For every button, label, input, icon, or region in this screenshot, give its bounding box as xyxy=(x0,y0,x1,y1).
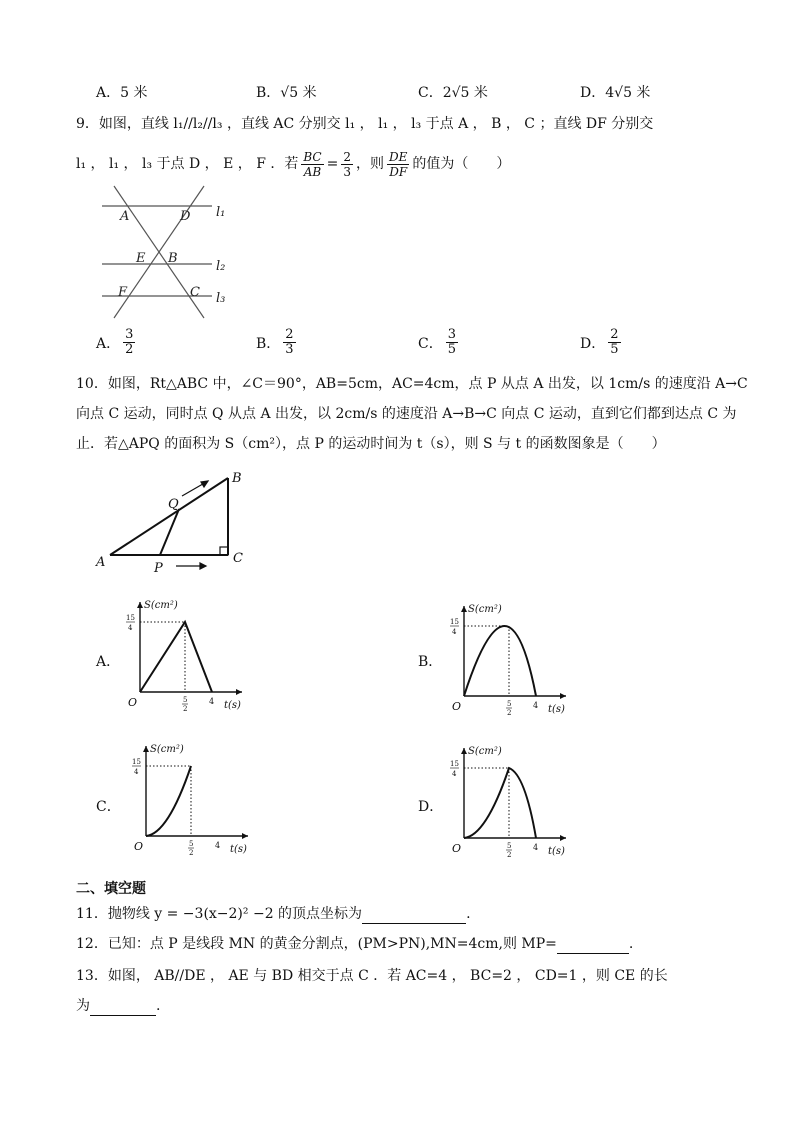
q10-option-a-label: A． xyxy=(96,654,121,670)
x-tick-4: 4 xyxy=(215,841,221,850)
q12-answer-blank[interactable] xyxy=(557,953,629,954)
t-axis-label: t(s) xyxy=(230,844,247,855)
label-l1: l₁ xyxy=(216,205,226,220)
y-tick-num: 15 xyxy=(450,618,459,626)
s-t-curve xyxy=(140,622,212,692)
q10-option-c-label: C． xyxy=(96,799,121,815)
y-tick-den: 4 xyxy=(134,768,139,776)
label-c: C xyxy=(233,551,243,566)
q9-option-d: D． $\frac{2}{5}$ xyxy=(580,327,619,357)
q11: 11．抛物线 y = −3(x−2)² −2 的顶点坐标为 . xyxy=(76,906,471,922)
origin-label: O xyxy=(452,842,462,855)
q8-option-c: C．2√5 米 xyxy=(418,85,488,101)
q8-option-d: D．4√5 米 xyxy=(580,85,651,101)
label-f: F xyxy=(118,285,128,300)
y-tick-num: 15 xyxy=(450,760,459,768)
q9-option-a: A． $\frac{3}{2}$ xyxy=(96,327,134,357)
label-a: A xyxy=(120,209,130,224)
t-axis-label: t(s) xyxy=(548,704,565,715)
s-t-curve xyxy=(464,626,536,696)
q10-stem-line1: 10．如图，Rt△ABC 中，∠C＝90°，AB=5cm，AC=4cm，点 P 从点 A 出发，以 1cm/s 的速度沿 A→C xyxy=(76,376,748,392)
q13-line1: 13．如图， AB//DE ， AE 与 BD 相交于点 C ．若 AC=4 ， BC=2 ， CD=1 ，则 CE 的长 xyxy=(76,968,668,984)
section-title-fill-in: 二、填空题 xyxy=(76,881,146,897)
s-axis-label: S(cm²) xyxy=(468,746,502,757)
x-tick-4: 4 xyxy=(533,701,539,710)
q13-line2: 为 . xyxy=(76,998,161,1014)
origin-label: O xyxy=(134,840,144,853)
s-axis-label: S(cm²) xyxy=(468,604,502,615)
label-b: B xyxy=(168,251,178,266)
q10-option-b-label: B． xyxy=(418,654,443,670)
q11-answer-blank[interactable] xyxy=(362,923,466,924)
x-tick-4: 4 xyxy=(533,843,539,852)
origin-label: O xyxy=(128,696,138,709)
q10-graph-b xyxy=(436,598,576,722)
q8-option-a: A．5 米 xyxy=(96,85,148,101)
q9-option-c: C． $\frac{3}{5}$ xyxy=(418,327,456,357)
s-t-curve xyxy=(464,768,536,838)
t-axis-label: t(s) xyxy=(548,846,565,857)
q9-parallel-lines-figure xyxy=(96,182,236,322)
y-tick-den: 4 xyxy=(452,770,457,778)
x-tick-num: 5 xyxy=(183,696,188,704)
q9-stem-line1: 9．如图，直线 l₁//l₂//l₃ ，直线 AC 分别交 l₁ ， l₁ ， l₃ 于点 A ， B ， C ；直线 DF 分别交 xyxy=(76,116,654,132)
label-l3: l₃ xyxy=(216,291,226,306)
label-p: P xyxy=(154,561,163,576)
x-tick-num: 5 xyxy=(507,842,512,850)
side-ab xyxy=(110,478,228,555)
label-c: C xyxy=(190,285,200,300)
label-b: B xyxy=(232,471,242,486)
q10-stem-line2: 向点 C 运动，同时点 Q 从点 A 出发，以 2cm/s 的速度沿 A→B→C 向点 C 运动，直到它们都到达点 C 为 xyxy=(76,406,737,422)
q10-graph-d xyxy=(436,740,576,864)
origin-label: O xyxy=(452,700,462,713)
q9-stem-line2: l₁ ， l₁ ， l₃ 于点 D ， E ， F ．若 $\frac{BC}{AB}$ = $\frac{2}{3}$ ，则 $\frac{DE}{DF}$ 的值为（ ） xyxy=(76,149,511,179)
label-l2: l₂ xyxy=(216,259,226,274)
x-tick-num: 5 xyxy=(507,700,512,708)
label-e: E xyxy=(136,251,146,266)
q10-graph-c xyxy=(118,738,258,862)
q9-option-b: B． $\frac{2}{3}$ xyxy=(256,327,294,357)
y-tick-den: 4 xyxy=(452,628,457,636)
x-tick-den: 2 xyxy=(507,851,512,859)
x-tick-4: 4 xyxy=(209,697,215,706)
q10-option-d-label: D． xyxy=(418,799,444,815)
x-tick-den: 2 xyxy=(183,705,188,713)
s-axis-label: S(cm²) xyxy=(144,600,178,611)
x-tick-num: 5 xyxy=(189,840,194,848)
label-a: A xyxy=(96,555,106,570)
label-q: Q xyxy=(168,497,179,512)
label-d: D xyxy=(180,209,191,224)
q13-answer-blank[interactable] xyxy=(90,1015,156,1016)
s-axis-label: S(cm²) xyxy=(150,744,184,755)
q8-option-b: B．√5 米 xyxy=(256,85,317,101)
q10-triangle-figure xyxy=(90,466,260,576)
q10-stem-line3: 止．若△APQ 的面积为 S（cm²），点 P 的运动时间为 t（s），则 S 与 t 的函数图象是（ ） xyxy=(76,436,666,452)
t-axis-label: t(s) xyxy=(224,700,241,711)
x-tick-den: 2 xyxy=(507,709,512,717)
q10-graph-a xyxy=(112,594,252,718)
right-angle-mark xyxy=(220,547,228,555)
y-tick-num: 15 xyxy=(132,758,141,766)
q12: 12．已知：点 P 是线段 MN 的黄金分割点，(PM>PN),MN=4cm,则 MP= . xyxy=(76,936,634,952)
s-t-curve xyxy=(146,766,191,836)
y-tick-num: 15 xyxy=(126,614,135,622)
x-tick-den: 2 xyxy=(189,849,194,857)
y-tick-den: 4 xyxy=(128,624,133,632)
